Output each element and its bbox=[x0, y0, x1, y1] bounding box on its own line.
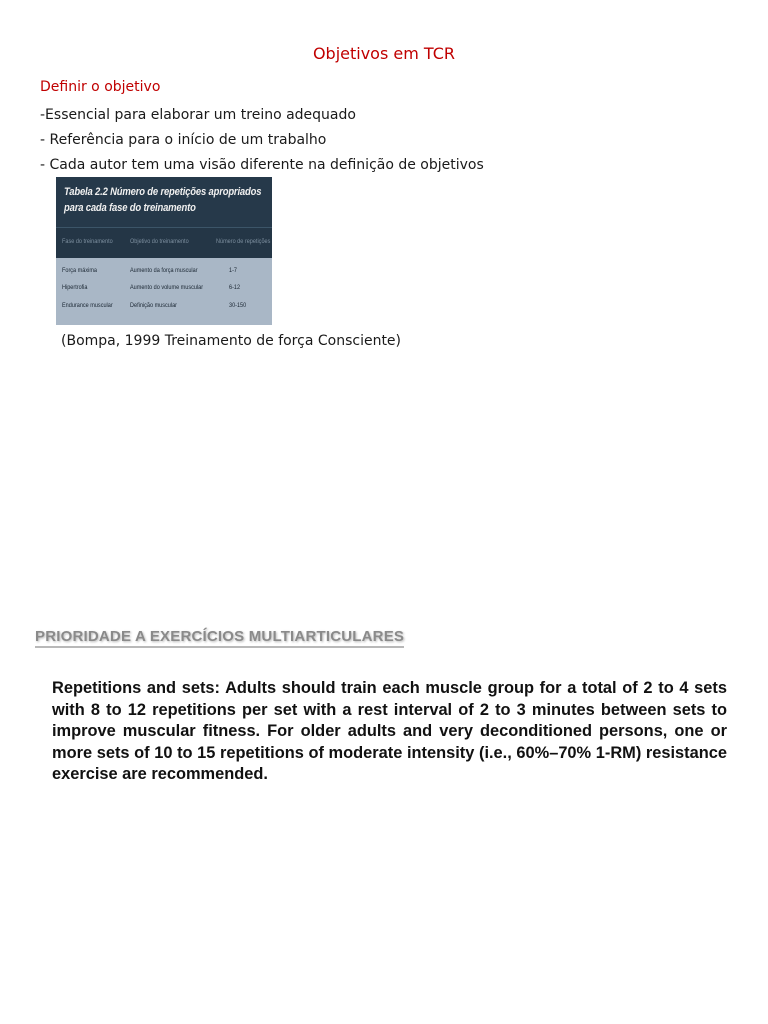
table-cell: 30-150 bbox=[229, 302, 247, 309]
citation: (Bompa, 1999 Treinamento de força Consciente) bbox=[61, 333, 402, 349]
page-title: Objetivos em TCR bbox=[312, 44, 456, 63]
table-caption-line: Tabela 2.2 Número de repetições apropriados bbox=[64, 186, 262, 198]
subtitle: Definir o objetivo bbox=[40, 79, 161, 95]
recommendation-paragraph: Repetitions and sets: Adults should train each muscle group for a total of 2 to 4 sets with 8 to 12 repetitions per set with a rest interval of 2 to 3 minutes between sets to improve muscular fitness. For older adults and very deconditioned persons, one or more sets of 10 to 15 repetitions of moderate intensity (i.e., 60%–70% 1-RM) resistance exercise are recommended. bbox=[52, 679, 727, 783]
bullet-item: - Referência para o início de um trabalho bbox=[40, 132, 327, 148]
table-header-row bbox=[56, 227, 272, 258]
table-cell: Força máxima bbox=[62, 267, 98, 274]
table-cell: Endurance muscular bbox=[62, 302, 113, 309]
table-row bbox=[56, 280, 272, 298]
table-cell: Aumento do volume muscular bbox=[130, 284, 204, 291]
table-cell: 6-12 bbox=[229, 284, 241, 291]
table-caption-line: para cada fase do treinamento bbox=[64, 202, 196, 214]
section-heading: PRIORIDADE A EXERCÍCIOS MULTIARTICULARES bbox=[35, 628, 404, 648]
bullet-item: -Essencial para elaborar um treino adequado bbox=[40, 107, 356, 123]
table-header-cell: Número de repetições bbox=[216, 238, 271, 245]
table-header-cell: Fase do treinamento bbox=[62, 238, 113, 245]
table-cell: 1-7 bbox=[229, 267, 237, 274]
table-row bbox=[56, 298, 272, 316]
table-cell: Aumento da força muscular bbox=[130, 267, 198, 274]
table-cell: Definição muscular bbox=[130, 302, 177, 309]
table-caption-band bbox=[56, 177, 272, 227]
table-header-cell: Objetivo do treinamento bbox=[130, 238, 189, 245]
table-row bbox=[56, 263, 272, 281]
bullet-list bbox=[40, 103, 484, 178]
table-cell: Hipertrofia bbox=[62, 284, 88, 291]
table-caption bbox=[64, 184, 261, 216]
repetitions-table-image bbox=[56, 177, 272, 325]
bullet-item: - Cada autor tem uma visão diferente na definição de objetivos bbox=[40, 157, 484, 173]
